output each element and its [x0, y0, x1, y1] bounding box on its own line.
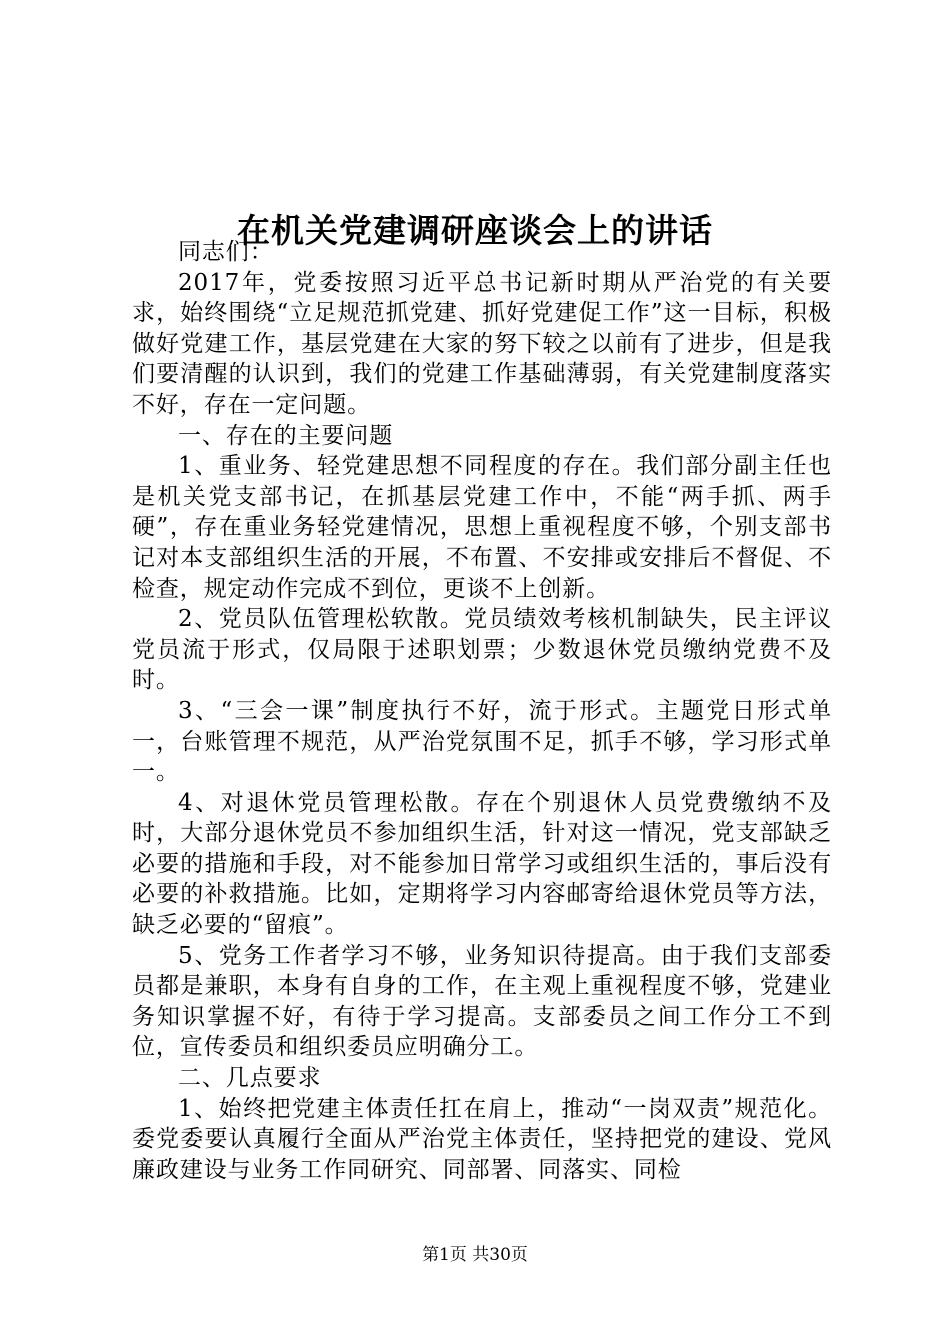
- paragraph-problem-4: 4、对退休党员管理松散。存在个别退休人员党费缴纳不及时，大部分退休党员不参加组织生活，针对这一情况，党支部缺乏必要的措施和手段，对不能参加日常学习或组织生活的，事后没有必要的补救措施。比如，定期将学习内容邮寄给退休党员等方法，缺乏必要的“留痕”。: [132, 789, 832, 939]
- section-heading-requirements: 二、几点要求: [178, 1065, 322, 1092]
- paragraph-problem-1: 1、重业务、轻党建思想不同程度的存在。我们部分副主任也是机关党支部书记，在抓基层党建工作中，不能“两手抓、两手硬”，存在重业务轻党建情况，思想上重视程度不够，个别支部书记对本支部组织生活的开展，不布置、不安排或安排后不督促、不检查，规定动作完成不到位，更谈不上创新。: [132, 453, 832, 602]
- paragraph-requirement-1: 1、始终把党建主体责任扛在肩上，推动“一岗双责”规范化。委党委要认真履行全面从严治党主体责任，坚持把党的建设、党风廉政建设与业务工作同研究、同部署、同落实、同检: [132, 1095, 832, 1183]
- paragraph-problem-3: 3、“三会一课”制度执行不好，流于形式。主题党日形式单一，台账管理不规范，从严治党氛围不足，抓手不够，学习形式单一。: [132, 697, 832, 786]
- paragraph-intro: 2017年，党委按照习近平总书记新时期从严治党的有关要求，始终围绕“立足规范抓党建、抓好党建促工作”这一目标，积极做好党建工作，基层党建在大家的努下较之以前有了进步，但是我们要清醒的认识到，我们的党建工作基础薄弱，有关党建制度落实不好，存在一定问题。: [132, 269, 832, 418]
- paragraph-problem-5: 5、党务工作者学习不够，业务知识待提高。由于我们支部委员都是兼职，本身有自身的工作，在主观上重视程度不够，党建业务知识掌握不好，有待于学习提高。支部委员之间工作分工不到位，宣传委员和组织委员应明确分工。: [132, 942, 832, 1061]
- paragraph-problem-2: 2、党员队伍管理松软散。党员绩效考核机制缺失，民主评议党员流于形式，仅局限于述职划票；少数退休党员缴纳党费不及时。: [132, 606, 832, 694]
- paragraph-greeting: 同志们：: [178, 239, 274, 265]
- page-number-footer: 第1页 共30页: [422, 1245, 528, 1265]
- document-title: 在机关党建调研座谈会上的讲话: [237, 211, 713, 251]
- document-body: [132, 237, 832, 1185]
- section-heading-problems: 一、存在的主要问题: [178, 422, 394, 449]
